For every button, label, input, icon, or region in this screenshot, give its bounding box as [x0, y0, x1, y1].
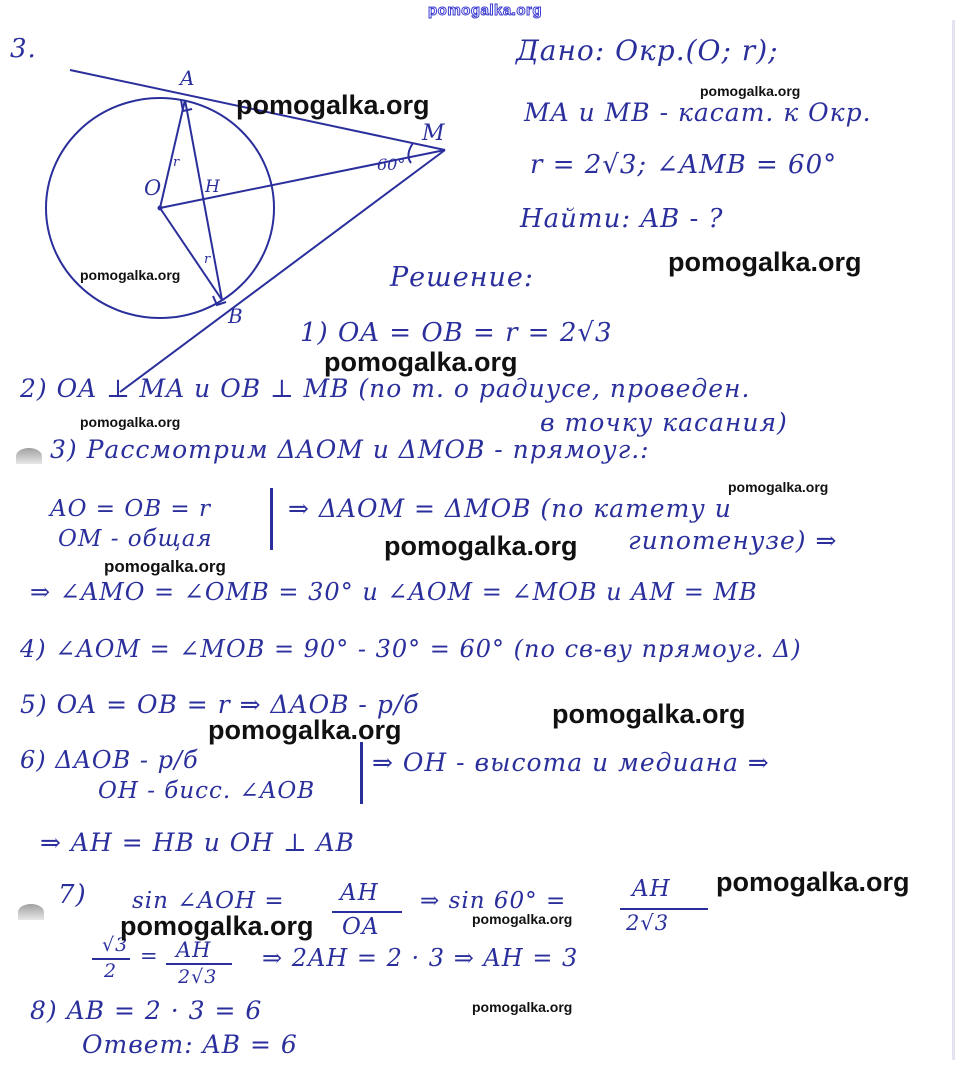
- step-6-b: OH - бисс. ∠AOB: [98, 778, 316, 804]
- label-o: O: [144, 176, 162, 200]
- step-3-e: ⇒ ∠AMO = ∠OMB = 30° и ∠AOM = ∠MOB и AM = MB: [30, 578, 758, 606]
- watermark[interactable]: pomogalka.org: [700, 83, 801, 99]
- point-o: [158, 206, 163, 211]
- given-line-3: r = 2√3; ∠AMB = 60°: [530, 150, 838, 180]
- watermark[interactable]: pomogalka.org: [236, 90, 430, 120]
- segment-oa: [160, 100, 185, 208]
- watermark[interactable]: pomogalka.org: [472, 911, 573, 927]
- step-3-b: OM - общая: [58, 526, 213, 552]
- system-bar-2: [360, 742, 363, 804]
- binder-hole: [18, 904, 44, 920]
- frac4-num: AH: [176, 938, 212, 962]
- solution-title: Решение:: [390, 262, 534, 293]
- system-bar: [270, 488, 273, 550]
- step-6-a: 6) ΔAOB - р/б: [20, 746, 199, 774]
- angle-arc-m: [408, 143, 413, 163]
- step-7-sin-aoh: sin ∠AOH =: [132, 888, 285, 914]
- top-watermark[interactable]: pomogalka.org: [428, 2, 543, 19]
- frac4-bar: [166, 963, 232, 965]
- frac3-eq: =: [140, 944, 159, 968]
- step-3-a: AO = OB = r: [50, 496, 212, 522]
- watermark[interactable]: pomogalka.org: [80, 267, 181, 283]
- watermark[interactable]: pomogalka.org: [208, 715, 402, 745]
- page-edge: [952, 20, 955, 1060]
- label-angle-60: 60°: [377, 155, 406, 174]
- step-1: 1) OA = OB = r = 2√3: [300, 318, 613, 348]
- label-a: A: [180, 66, 195, 90]
- watermark[interactable]: pomogalka.org: [552, 699, 746, 729]
- watermark[interactable]: pomogalka.org: [104, 557, 226, 576]
- step-2-cont: в точку касания): [540, 408, 788, 437]
- label-b: B: [228, 304, 243, 328]
- watermark[interactable]: pomogalka.org: [80, 414, 181, 430]
- frac1-num: AH: [340, 880, 379, 906]
- label-r-bottom: r: [204, 252, 211, 267]
- given-line-2: MA и MB - касат. к Окр.: [524, 98, 872, 127]
- answer: Ответ: AB = 6: [82, 1030, 298, 1059]
- watermark[interactable]: pomogalka.org: [324, 347, 518, 377]
- frac3-num: √3: [102, 934, 129, 956]
- step-7-result: ⇒ 2AH = 2 · 3 ⇒ AH = 3: [262, 944, 579, 972]
- step-3-d: гипотенузе) ⇒: [628, 526, 838, 555]
- watermark[interactable]: pomogalka.org: [120, 911, 314, 941]
- step-2: 2) OA ⊥ MA и OB ⊥ MB (по т. о радиусе, проведен.: [20, 374, 751, 403]
- given-line-1: Дано: Окр.(O; r);: [516, 34, 779, 67]
- frac3-den: 2: [104, 960, 118, 982]
- problem-number: 3.: [10, 34, 37, 64]
- frac1-den: OA: [342, 914, 380, 940]
- watermark[interactable]: pomogalka.org: [728, 479, 829, 495]
- watermark[interactable]: pomogalka.org: [716, 867, 910, 897]
- step-4: 4) ∠AOM = ∠MOB = 90° - 30° = 60° (по св-ву прямоуг. Δ): [20, 635, 802, 663]
- binder-hole: [16, 448, 42, 464]
- step-3: 3) Рассмотрим ΔAOM и ΔMOB - прямоуг.:: [50, 435, 650, 464]
- step-5: 5) OA = OB = r ⇒ ΔAOB - р/б: [20, 690, 420, 719]
- frac2-num: AH: [632, 876, 671, 902]
- frac4-den: 2√3: [178, 966, 218, 988]
- label-h: H: [205, 177, 220, 197]
- step-7-number: 7): [58, 880, 87, 910]
- step-7-sin60: ⇒ sin 60° =: [420, 888, 567, 914]
- step-6-c: ⇒ OH - высота и медиана ⇒: [372, 748, 770, 777]
- label-m: M: [422, 121, 445, 146]
- watermark[interactable]: pomogalka.org: [668, 247, 862, 277]
- frac2-den: 2√3: [626, 911, 670, 935]
- step-6-d: ⇒ AH = HB и OH ⊥ AB: [40, 828, 355, 857]
- step-8: 8) AB = 2 · 3 = 6: [30, 996, 263, 1025]
- given-line-4: Найти: AB - ?: [520, 204, 724, 234]
- frac2-bar: [620, 908, 708, 910]
- frac1-bar: [332, 911, 402, 913]
- step-3-c: ⇒ ΔAOM = ΔMOB (по катету и: [288, 494, 732, 523]
- watermark[interactable]: pomogalka.org: [384, 531, 578, 561]
- watermark[interactable]: pomogalka.org: [472, 999, 573, 1015]
- label-r-top: r: [173, 155, 180, 170]
